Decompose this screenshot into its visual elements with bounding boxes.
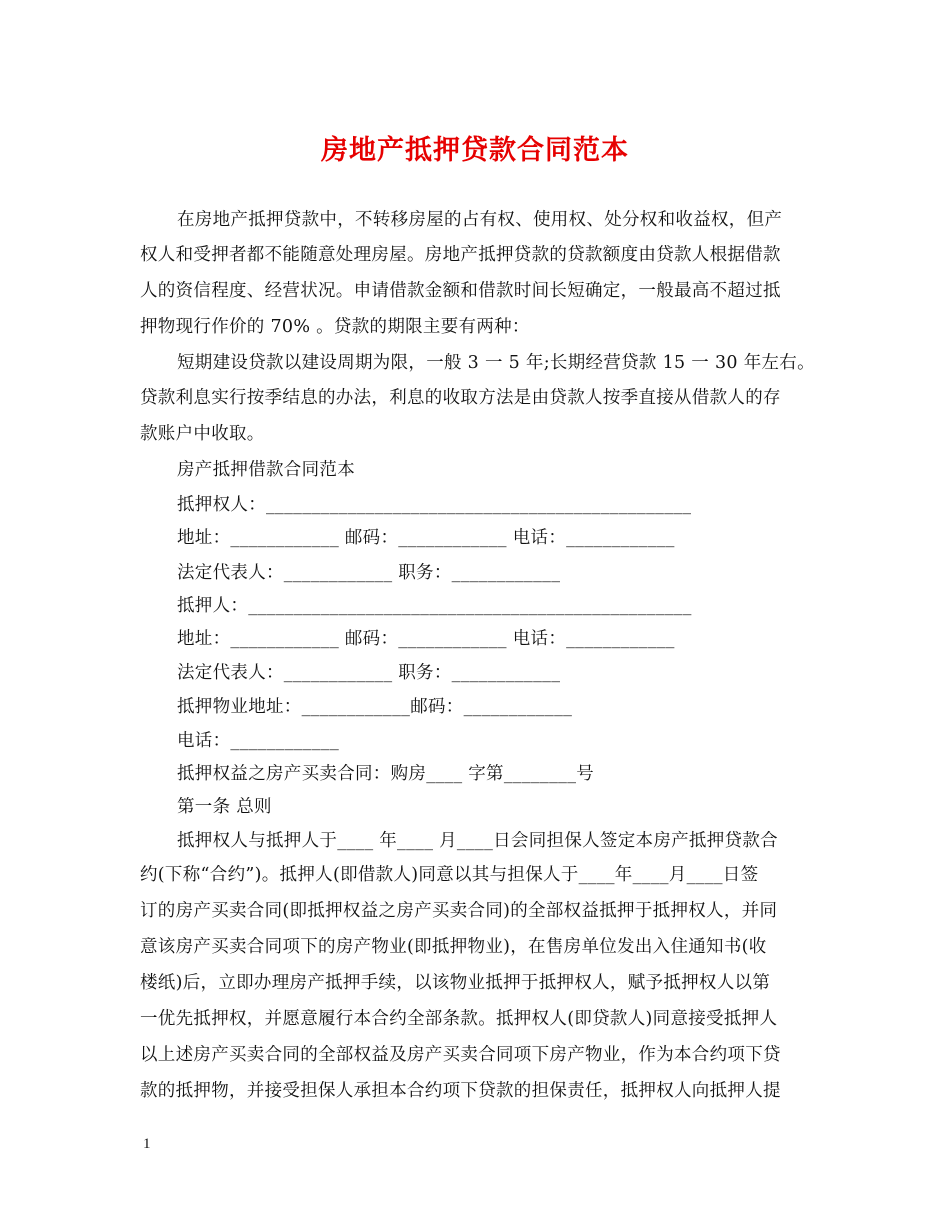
paragraph-line: 款账户中收取。	[140, 424, 265, 444]
form-field-contract: 抵押权益之房产买卖合同：购房____ 字第________号	[177, 764, 595, 784]
form-field-property-address: 抵押物业地址：____________邮码：____________	[177, 697, 573, 717]
paragraph-line: 押物现行作价的 70% 。贷款的期限主要有两种：	[140, 317, 530, 337]
paragraph-line: 权人和受押者都不能随意处理房屋。房地产抵押贷款的贷款额度由贷款人根据借款	[140, 245, 781, 265]
paragraph-line: 在房地产抵押贷款中，不转移房屋的占有权、使用权、处分权和收益权，但产	[177, 210, 783, 230]
form-field-address: 地址：____________ 邮码：____________ 电话：____________	[177, 528, 675, 548]
paragraph-line: 订的房产买卖合同(即抵押权益之房产买卖合同)的全部权益抵押于抵押权人，并同	[140, 901, 778, 921]
paragraph-line: 人的资信程度、经营状况。申请借款金额和借款时间长短确定，一般最高不超过抵	[140, 281, 781, 301]
form-field-address: 地址：____________ 邮码：____________ 电话：____________	[177, 629, 675, 649]
form-field-legal-rep: 法定代表人：____________ 职务：____________	[177, 563, 561, 583]
section-heading: 房产抵押借款合同范本	[177, 460, 355, 480]
document-title: 房地产抵押贷款合同范本	[321, 135, 629, 166]
paragraph-line: 贷款利息实行按季结息的办法，利息的收取方法是由贷款人按季直接从借款人的存	[140, 388, 781, 408]
paragraph-line: 短期建设贷款以建设周期为限，一般 3 一 5 年;长期经营贷款 15 一 30 年左右。	[177, 353, 815, 373]
form-field-mortgagor: 抵押人：_________________________________________________	[177, 596, 692, 616]
paragraph-line: 约(下称“合约”)。抵押人(即借款人)同意以其与担保人于____年____月____日签	[140, 865, 759, 885]
form-field-mortgagee: 抵押权人：_______________________________________________	[177, 495, 692, 515]
form-field-phone: 电话：____________	[177, 731, 339, 751]
paragraph-line: 楼纸)后，立即办理房产抵押手续，以该物业抵押于抵押权人，赋予抵押权人以第	[140, 973, 771, 993]
paragraph-line: 款的抵押物，并接受担保人承担本合约项下贷款的担保责任，抵押权人向抵押人提	[140, 1081, 781, 1101]
paragraph-line: 以上述房产买卖合同的全部权益及房产买卖合同项下房产物业，作为本合约项下贷	[140, 1045, 781, 1065]
page-number: 1	[143, 1136, 151, 1152]
paragraph-line: 抵押权人与抵押人于____ 年____ 月____日会同担保人签定本房产抵押贷款合	[177, 831, 778, 851]
paragraph-line: 一优先抵押权，并愿意履行本合约全部条款。抵押权人(即贷款人)同意接受抵押人	[140, 1009, 778, 1029]
form-field-legal-rep: 法定代表人：____________ 职务：____________	[177, 663, 561, 683]
article-heading: 第一条 总则	[177, 797, 272, 817]
paragraph-line: 意该房产买卖合同项下的房产物业(即抵押物业)，在售房单位发出入住通知书(收	[140, 937, 767, 957]
